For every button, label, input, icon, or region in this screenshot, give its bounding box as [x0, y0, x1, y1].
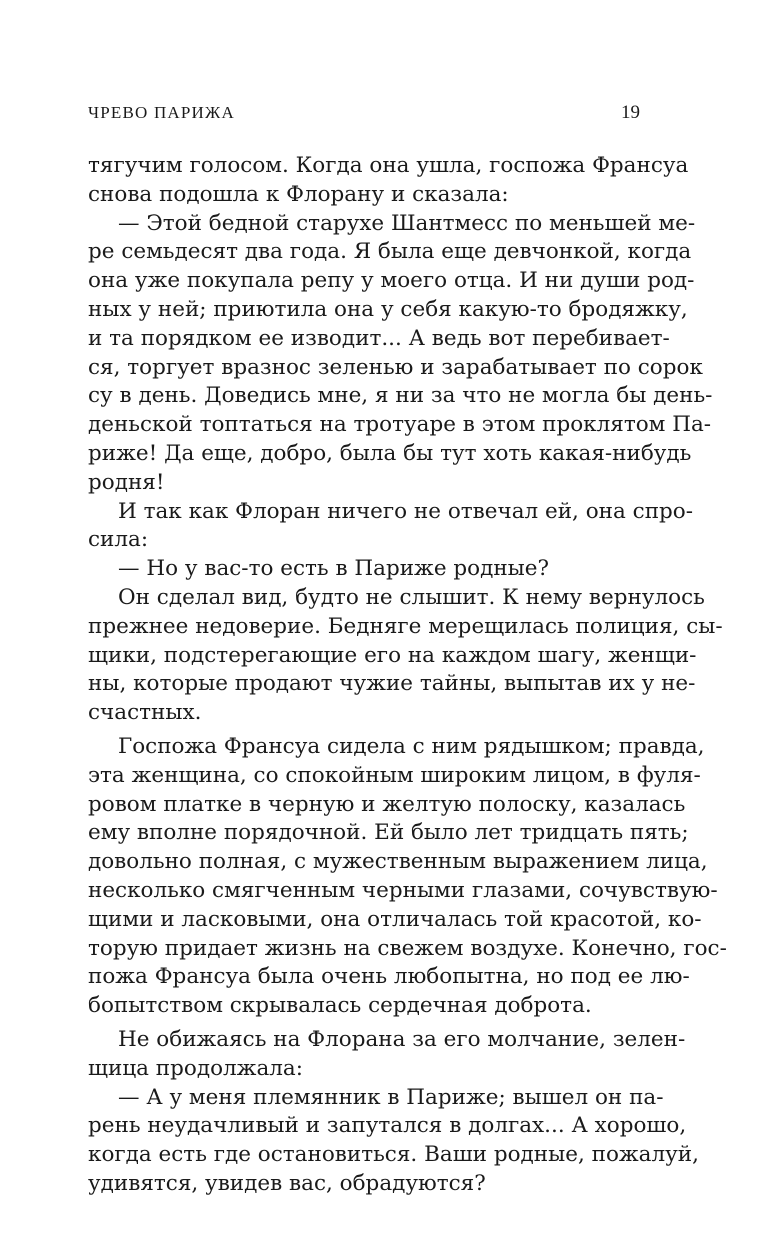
text-line: щица продолжала:	[88, 1055, 303, 1081]
text-line: торую придает жизнь на свежем воздухе. Конечно, гос-	[88, 935, 727, 961]
book-title: ЧРЕВО ПАРИЖА	[88, 103, 235, 122]
text-line: ных у ней; приютила она у себя какую-то бродяжку,	[88, 296, 688, 322]
text-line: — А у меня племянник в Париже; вышел он па-	[118, 1084, 664, 1110]
text-line: Не обижаясь на Флорана за его молчание, зелен-	[118, 1026, 686, 1052]
body-text	[88, 152, 727, 1199]
text-line: сила:	[88, 527, 149, 553]
text-line: она уже покупала репу у моего отца. И ни души род-	[88, 268, 695, 294]
text-line: довольно полная, с мужественным выражением лица,	[88, 849, 708, 875]
text-line: счастных.	[88, 700, 202, 726]
text-line: эта женщина, со спокойным широким лицом, в фуля-	[88, 762, 701, 788]
text-line: и та порядком ее изводит... А ведь вот перебивает-	[88, 325, 670, 351]
text-line: риже! Да еще, добро, была бы тут хоть какая-нибудь	[88, 440, 692, 466]
text-line: удивятся, увидев вас, обрадуются?	[88, 1170, 486, 1196]
text-line: ему вполне порядочной. Ей было лет тридцать пять;	[88, 820, 689, 846]
text-line: ны, которые продают чужие тайны, выпытав их у не-	[88, 671, 696, 697]
text-line: ся, торгует вразнос зеленью и зарабатывает по сорок	[88, 354, 703, 380]
text-line: — Но у вас-то есть в Париже родные?	[118, 556, 550, 582]
text-line: бопытством скрывалась сердечная доброта.	[88, 993, 592, 1019]
text-line: когда есть где остановиться. Ваши родные, пожалуй,	[88, 1142, 699, 1168]
text-line: И так как Флоран ничего не отвечал ей, она спро-	[118, 498, 693, 524]
text-line: щики, подстерегающие его на каждом шагу, женщи-	[88, 642, 697, 668]
text-line: ре семьдесят два года. Я была еще девчонкой, когда	[88, 239, 692, 265]
text-line: несколько смягченным черными глазами, сочувствую-	[88, 877, 718, 903]
text-line: деньской топтаться на тротуаре в этом проклятом Па-	[88, 412, 712, 438]
text-line: Госпожа Франсуа сидела с ним рядышком; правда,	[118, 733, 705, 759]
text-line: тягучим голосом. Когда она ушла, госпожа Франсуа	[88, 153, 689, 178]
text-line: — Этой бедной старухе Шантмесс по меньшей ме-	[118, 210, 696, 236]
text-line: пожа Франсуа была очень любопытна, но под ее лю-	[88, 964, 690, 990]
text-line: рень неудачливый и запутался в долгах... А хорошо,	[88, 1113, 687, 1139]
text-line: Он сделал вид, будто не слышит. К нему вернулось	[118, 584, 705, 610]
text-line: ровом платке в черную и желтую полоску, казалась	[88, 791, 686, 817]
page-number: 19	[621, 102, 640, 123]
text-line: су в день. Доведись мне, я ни за что не могла бы день-	[88, 383, 713, 409]
text-line: прежнее недоверие. Бедняге мерещилась полиция, сы-	[88, 613, 723, 639]
text-line: снова подошла к Флорану и сказала:	[88, 181, 509, 207]
text-line: щими и ласковыми, она отличалась той красотой, ко-	[88, 906, 702, 932]
text-line: родня!	[88, 469, 165, 495]
running-head	[88, 100, 640, 126]
